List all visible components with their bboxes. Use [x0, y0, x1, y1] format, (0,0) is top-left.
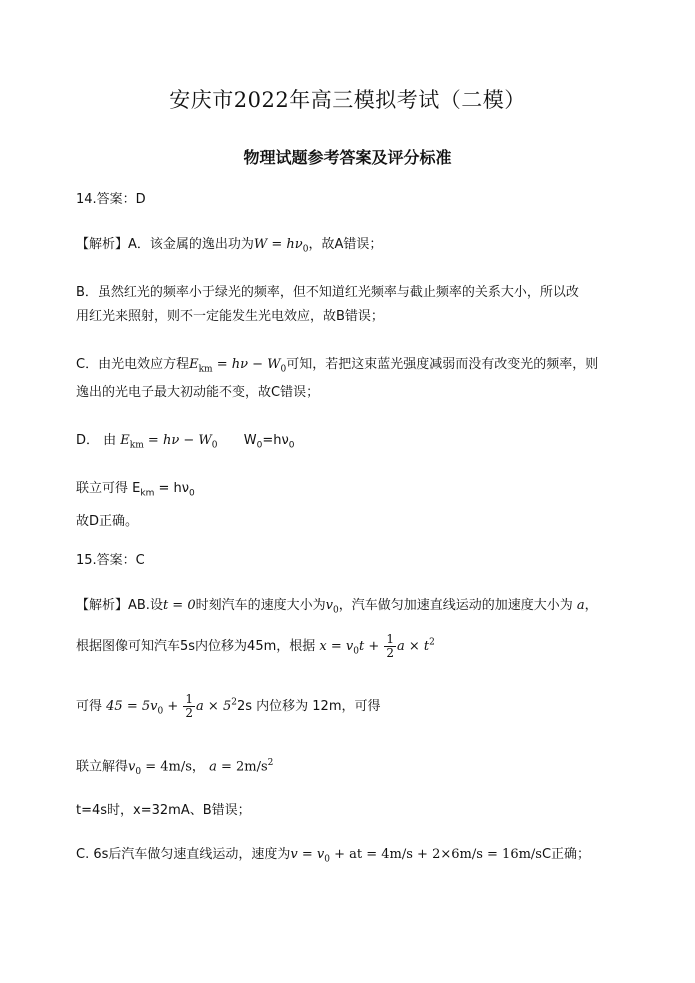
formula: = 2m/s: [216, 759, 268, 775]
formula: a × t: [397, 639, 430, 654]
q15-explanation-ab2: [76, 633, 435, 661]
q15-explanation-solve: [76, 754, 273, 781]
superscript: 2: [231, 697, 237, 708]
numerator: 1: [185, 692, 194, 706]
q14-explanation-a: [76, 236, 382, 259]
text: 【解析】AB.设: [76, 598, 163, 613]
q14-combine: [76, 480, 195, 503]
superscript: 2: [429, 637, 435, 648]
formula: t = 0: [162, 598, 196, 613]
formula: a: [576, 598, 585, 613]
page-title: 安庆市2022年高三模拟考试（二模）: [169, 88, 526, 112]
formula: 45 = 5v: [106, 699, 158, 714]
subscript: 0: [353, 646, 359, 657]
q14-explanation-b2: 用红光来照射，则不一定能发生光电效应，故B错误；: [76, 309, 384, 324]
subscript: km: [129, 440, 144, 451]
q15-explanation-ab1: [76, 597, 598, 620]
text: C. 6s后汽车做匀速直线运动，速度为: [76, 847, 291, 862]
q14-explanation-c2: 逸出的光电子最大初动能不变，故C错误；: [76, 385, 320, 400]
q15-explanation-ab3: [76, 693, 380, 721]
text: 联立解得: [76, 759, 129, 775]
subscript: 0: [288, 440, 295, 451]
subscript: 0: [157, 706, 164, 717]
text: C．由光电效应方程: [76, 357, 190, 372]
q15-explanation-c: [76, 846, 590, 869]
denominator: 2: [185, 706, 194, 720]
text: = hν: [158, 481, 190, 496]
text: =hν: [262, 433, 289, 448]
formula: +: [167, 699, 179, 714]
formula: = hν − W: [143, 433, 212, 448]
subscript: km: [140, 488, 155, 499]
formula: v = v: [290, 847, 325, 862]
formula: = 4m/s: [141, 759, 192, 775]
q15-explanation-t4: t=4s时，x=32mA、B错误；: [76, 803, 251, 818]
text: C正确；: [541, 847, 591, 862]
fraction-one-half: [384, 633, 396, 660]
subscript: 0: [332, 605, 339, 616]
formula: v: [128, 759, 136, 775]
subscript: 0: [302, 244, 309, 255]
formula: x = v: [319, 639, 354, 654]
text: W: [243, 433, 257, 448]
subscript: 0: [135, 766, 142, 777]
formula: + at = 4m/s + 2×6m/s = 16m/s: [329, 847, 542, 862]
text: 可知，若把这束蓝光强度减弱而没有改变光的频率，则: [286, 357, 599, 372]
text: D． 由: [76, 433, 117, 448]
subscript: 0: [256, 440, 263, 451]
q14-explanation-b1: B．虽然红光的频率小于绿光的频率，但不知道红光频率与截止频率的关系大小，所以改: [76, 285, 579, 300]
formula: E: [120, 433, 130, 448]
q14-explanation-c1: [76, 356, 598, 379]
text: ，故A错误；: [308, 237, 383, 252]
numerator: 1: [386, 632, 394, 646]
superscript: 2: [267, 758, 274, 768]
q14-answer: 14.答案：D: [76, 192, 146, 207]
subscript: 0: [189, 488, 195, 499]
subscript: 0: [324, 854, 330, 865]
subscript: km: [198, 364, 213, 375]
text: 时刻汽车的速度大小为: [195, 598, 326, 613]
formula: a × 5: [196, 699, 232, 714]
fraction-one-half: [183, 693, 195, 720]
formula: v: [325, 598, 333, 613]
q14-explanation-d: [76, 432, 295, 455]
text: ，汽车做匀加速直线运动的加速度大小为: [338, 598, 573, 613]
text: ，: [191, 759, 205, 775]
formula: W = hν: [253, 237, 303, 252]
text: 【解析】A．该金属的逸出功为: [76, 237, 254, 252]
subscript: 0: [211, 440, 218, 451]
q14-conclusion: 故D正确。: [76, 514, 139, 529]
text: 根据图像可知汽车5s内位移为45m，根据: [76, 639, 316, 654]
q15-answer: 15.答案：C: [76, 553, 145, 568]
denominator: 2: [386, 646, 394, 660]
page-subtitle: 物理试题参考答案及评分标准: [243, 148, 452, 167]
subscript: 0: [280, 364, 287, 375]
text: ，: [584, 598, 598, 613]
formula: = hν − W: [212, 357, 281, 372]
formula: t +: [358, 639, 380, 654]
text: 联立可得 E: [76, 481, 141, 496]
text: 2s 内位移为 12m，可得: [236, 699, 381, 714]
formula: a: [209, 759, 217, 775]
text: 可得: [76, 699, 103, 714]
formula: E: [189, 357, 199, 372]
